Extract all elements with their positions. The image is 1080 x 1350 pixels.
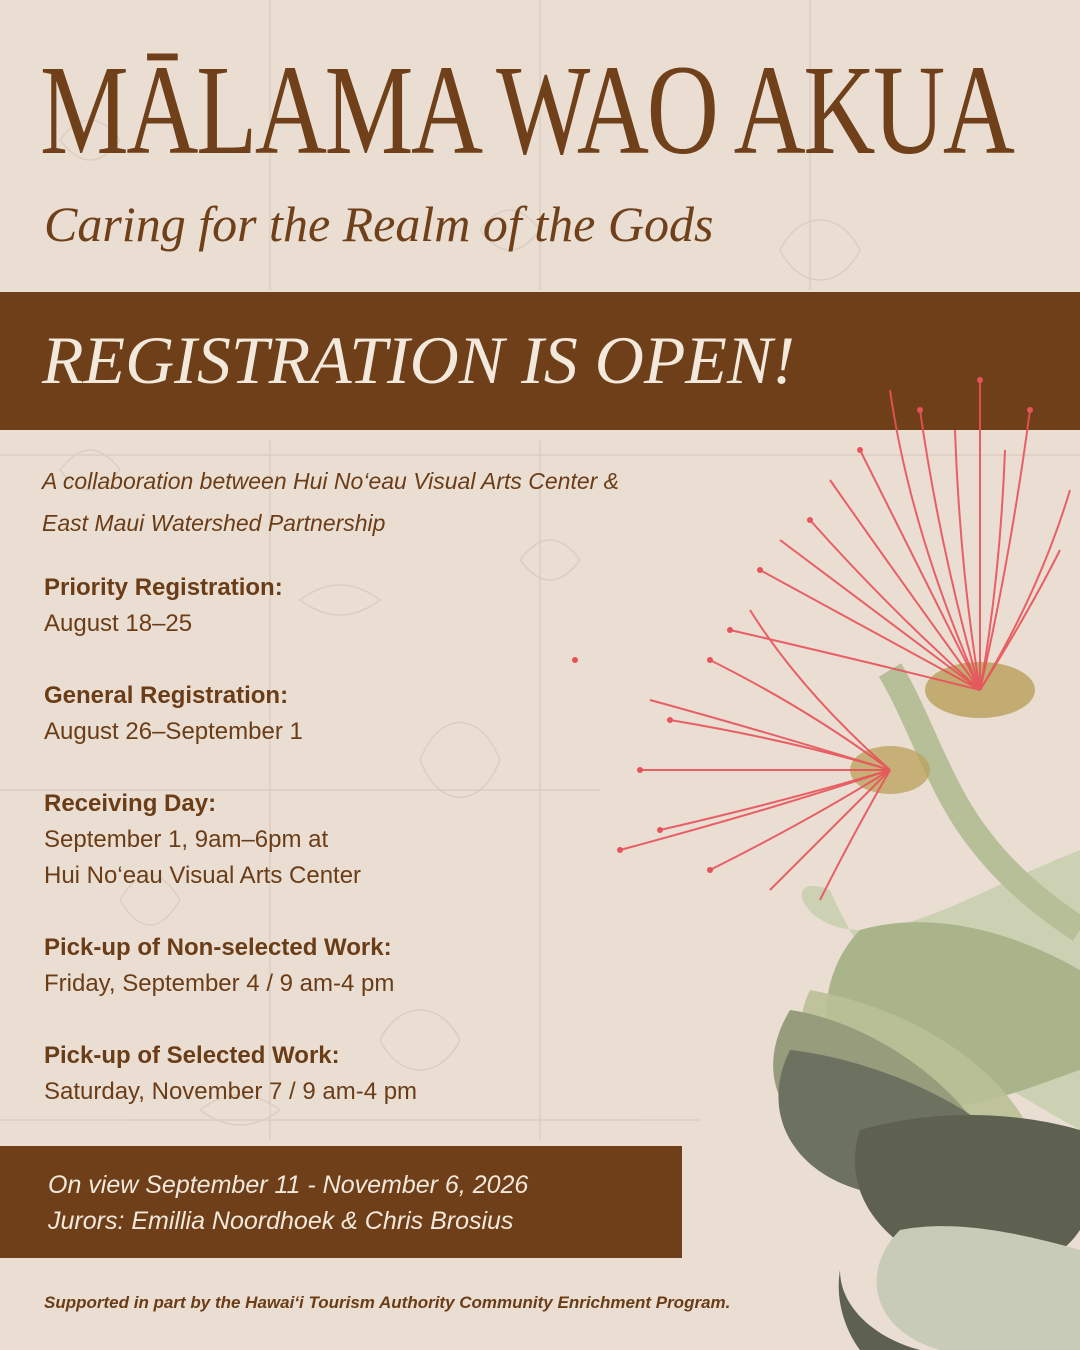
leaf-cluster — [773, 850, 1080, 1350]
schedule-item-value: Friday, September 4 / 9 am-4 pm — [44, 970, 395, 997]
schedule-item — [44, 678, 303, 750]
schedule-item-label: Priority Registration: — [44, 574, 283, 601]
schedule-item-label: Receiving Day: — [44, 790, 217, 817]
schedule-item — [44, 930, 394, 1002]
schedule-item-label: Pick-up of Selected Work: — [44, 1042, 340, 1069]
exhibition-jurors: Jurors: Emillia Noordhoek & Chris Brosius — [48, 1207, 514, 1235]
schedule-item — [44, 786, 361, 894]
lehua-stamens — [620, 380, 1070, 900]
page-subtitle: Caring for the Realm of the Gods — [44, 196, 714, 252]
schedule-item — [44, 570, 283, 642]
support-credit: Supported in part by the Hawai‘i Tourism Authority Community Enrichment Program. — [44, 1293, 731, 1312]
schedule-item-value: August 26–September 1 — [44, 718, 303, 745]
exhibition-dates: On view September 11 - November 6, 2026 — [48, 1171, 529, 1199]
exhibition-info-box — [0, 1146, 682, 1258]
schedule-item-value: September 1, 9am–6pm at Hui No‘eau Visual Arts Center — [44, 826, 362, 889]
schedule-item-label: General Registration: — [44, 682, 289, 709]
page-title: MĀLAMA WAO AKUA — [40, 39, 1013, 181]
collaboration-text: A collaboration between Hui No‘eau Visual Arts Center & East Maui Watershed Partnership — [42, 468, 620, 536]
schedule-item — [44, 1038, 417, 1110]
schedule-item-label: Pick-up of Non-selected Work: — [44, 934, 392, 961]
registration-banner-text: REGISTRATION IS OPEN! — [42, 322, 795, 398]
schedule-item-value: Saturday, November 7 / 9 am-4 pm — [44, 1078, 418, 1105]
schedule-item-value: August 18–25 — [44, 610, 193, 637]
